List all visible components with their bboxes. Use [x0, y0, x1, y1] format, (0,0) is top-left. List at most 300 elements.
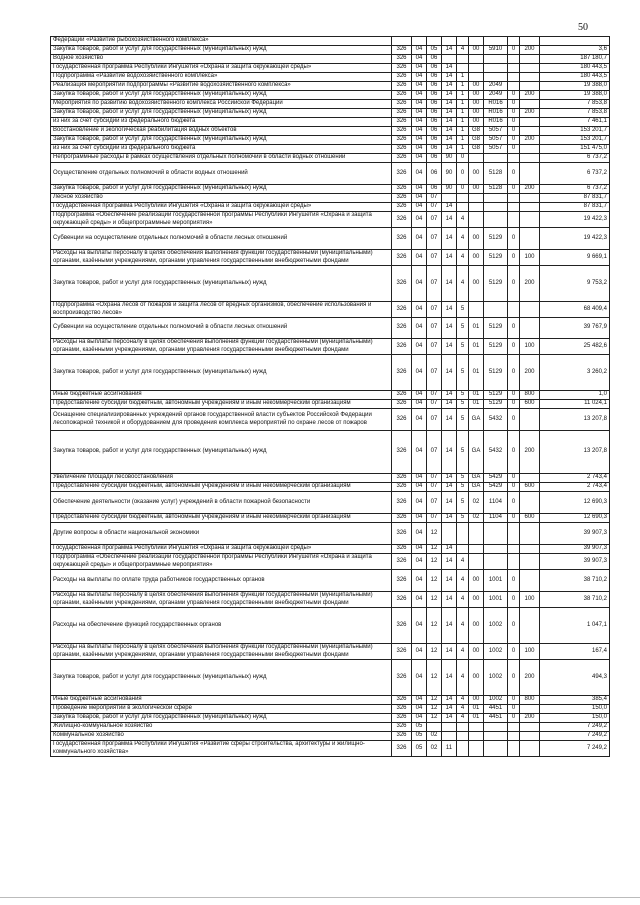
event-code [469, 732, 484, 741]
subprogram-code: 1 [457, 127, 469, 136]
row-amount: 7 853,8 [540, 100, 610, 109]
program-code [442, 55, 457, 64]
table-row [51, 194, 610, 203]
extra-code: 0 [508, 400, 520, 409]
program-code: 14 [442, 212, 457, 228]
row-name: Осуществление отдельных полномочий в области водных отношений [51, 163, 392, 185]
event-code: GA [469, 474, 484, 483]
event-code: 00 [469, 46, 484, 55]
direction-code: 2049 [484, 82, 508, 91]
subsection-code: 07 [427, 250, 442, 266]
extra-code: 0 [508, 474, 520, 483]
subsection-code: 07 [427, 431, 442, 474]
expense-type-code [520, 474, 540, 483]
expense-type-code: 200 [520, 266, 540, 302]
row-amount: 187 180,7 [540, 55, 610, 64]
subprogram-code: 5 [457, 339, 469, 355]
extra-code: 0 [508, 318, 520, 339]
subsection-code: 06 [427, 55, 442, 64]
section-code: 04 [412, 145, 427, 154]
subsection-code: 06 [427, 163, 442, 185]
row-amount: 39 907,3 [540, 554, 610, 570]
event-code: GA [469, 483, 484, 492]
table-row [51, 570, 610, 592]
subprogram-code [457, 55, 469, 64]
subsection-code: 12 [427, 554, 442, 570]
subsection-code: 12 [427, 608, 442, 644]
subsection-code: 06 [427, 91, 442, 100]
table-row [51, 339, 610, 355]
extra-code: 0 [508, 127, 520, 136]
ministry-code: 326 [392, 474, 412, 483]
direction-code [484, 741, 508, 757]
extra-code: 0 [508, 705, 520, 714]
section-code: 04 [412, 474, 427, 483]
event-code [469, 73, 484, 82]
expense-type-code: 100 [520, 644, 540, 660]
direction-code: 1002 [484, 660, 508, 696]
event-code [469, 302, 484, 318]
budget-table-body [51, 37, 610, 757]
table-row [51, 203, 610, 212]
extra-code [508, 64, 520, 73]
subsection-code: 06 [427, 127, 442, 136]
ministry-code: 326 [392, 514, 412, 523]
event-code [469, 55, 484, 64]
expense-type-code [520, 570, 540, 592]
expense-type-code [520, 37, 540, 46]
extra-code [508, 741, 520, 757]
row-amount: 87 831,7 [540, 203, 610, 212]
program-code [442, 723, 457, 732]
extra-code [508, 154, 520, 163]
expense-type-code [520, 145, 540, 154]
extra-code: 0 [508, 391, 520, 400]
expense-type-code [520, 163, 540, 185]
direction-code: 1002 [484, 644, 508, 660]
program-code: 14 [442, 266, 457, 302]
event-code: 00 [469, 608, 484, 644]
ministry-code: 326 [392, 73, 412, 82]
row-amount: 19 388,0 [540, 82, 610, 91]
subsection-code: 07 [427, 391, 442, 400]
extra-code [508, 554, 520, 570]
row-name: Федерации «Развитие рыбохозяйственного комплекса» [51, 37, 392, 46]
direction-code [484, 302, 508, 318]
extra-code: 0 [508, 100, 520, 109]
row-amount: 153 201,7 [540, 127, 610, 136]
subsection-code: 07 [427, 339, 442, 355]
subprogram-code: 4 [457, 608, 469, 644]
extra-code [508, 73, 520, 82]
event-code: 00 [469, 592, 484, 608]
row-name: Субвенции на осуществление отдельных полномочий в области лесных отношений [51, 228, 392, 250]
row-name: Закупка товаров, работ и услуг для государственных (муниципальных) нужд [51, 660, 392, 696]
event-code [469, 154, 484, 163]
row-amount: 6 737,2 [540, 185, 610, 194]
row-name: Расходы на выплаты персоналу в целях обеспечения выполнения функций государственными (муниципальными) органами, казёнными учреждениями, органами управления государственными внебюджетными фондами [51, 339, 392, 355]
subprogram-code: 4 [457, 228, 469, 250]
table-row [51, 714, 610, 723]
table-row [51, 228, 610, 250]
program-code: 14 [442, 355, 457, 391]
row-name: Иные бюджетные ассигнования [51, 696, 392, 705]
table-row [51, 391, 610, 400]
expense-type-code [520, 203, 540, 212]
ministry-code: 326 [392, 55, 412, 64]
section-code: 04 [412, 250, 427, 266]
table-row [51, 660, 610, 696]
section-code: 04 [412, 194, 427, 203]
subsection-code: 12 [427, 592, 442, 608]
subprogram-code: 1 [457, 145, 469, 154]
row-name: Расходы на выплаты по оплате труда работников государственных органов [51, 570, 392, 592]
subsection-code: 06 [427, 145, 442, 154]
event-code: G8 [469, 136, 484, 145]
ministry-code: 326 [392, 723, 412, 732]
table-row [51, 37, 610, 46]
ministry-code: 326 [392, 302, 412, 318]
event-code: 00 [469, 644, 484, 660]
ministry-code: 326 [392, 355, 412, 391]
row-name: Иные бюджетные ассигнования [51, 391, 392, 400]
subprogram-code [457, 741, 469, 757]
direction-code [484, 732, 508, 741]
event-code: 01 [469, 400, 484, 409]
section-code: 04 [412, 91, 427, 100]
expense-type-code: 200 [520, 355, 540, 391]
program-code: 14 [442, 64, 457, 73]
table-row [51, 145, 610, 154]
row-name: Расходы на выплаты персоналу в целях обеспечения выполнения функций государственными (муниципальными) органами, казёнными учреждениями, органами управления государственными внебюджетными фондами [51, 592, 392, 608]
section-code: 05 [412, 732, 427, 741]
row-amount: 180 443,5 [540, 73, 610, 82]
subprogram-code: 4 [457, 660, 469, 696]
direction-code: 5057 [484, 136, 508, 145]
table-row [51, 431, 610, 474]
table-row [51, 266, 610, 302]
event-code: 01 [469, 355, 484, 391]
subsection-code: 12 [427, 696, 442, 705]
event-code [469, 741, 484, 757]
row-amount: 7 249,2 [540, 732, 610, 741]
expense-type-code [520, 318, 540, 339]
event-code: 00 [469, 185, 484, 194]
section-code: 04 [412, 644, 427, 660]
subsection-code: 06 [427, 185, 442, 194]
expense-type-code: 100 [520, 250, 540, 266]
event-code [469, 723, 484, 732]
subprogram-code: 0 [457, 163, 469, 185]
expense-type-code: 200 [520, 91, 540, 100]
ministry-code: 326 [392, 163, 412, 185]
direction-code: 5057 [484, 145, 508, 154]
row-name: Предоставление субсидий бюджетным, автономным учреждениям и иным некоммерческим организациям [51, 514, 392, 523]
subsection-code: 07 [427, 483, 442, 492]
row-name: Оснащение специализированных учреждений органов государственной власти субъектов Российской Федерации лесопожарной техникой и оборудованием для проведения комплекса мероприятий по охране лесов от пожаров [51, 409, 392, 431]
row-name: Подпрограмма «Охрана лесов от пожаров и защита лесов от вредных организмов, обеспечение использования и воспроизводство лесов» [51, 302, 392, 318]
subsection-code: 06 [427, 100, 442, 109]
row-name: Расходы на выплаты персоналу в целях обеспечения выполнения функций государственными (муниципальными) органами, казёнными учреждениями, органами управления государственными внебюджетными фондами [51, 644, 392, 660]
subsection-code: 07 [427, 318, 442, 339]
table-row [51, 163, 610, 185]
program-code: 90 [442, 154, 457, 163]
table-row [51, 127, 610, 136]
extra-code [508, 203, 520, 212]
table-row [51, 302, 610, 318]
expense-type-code [520, 554, 540, 570]
event-code: 01 [469, 714, 484, 723]
row-name: Закупка товаров, работ и услуг для государственных (муниципальных) нужд [51, 266, 392, 302]
subprogram-code: 5 [457, 409, 469, 431]
expense-type-code [520, 741, 540, 757]
direction-code [484, 545, 508, 554]
event-code: 00 [469, 109, 484, 118]
subsection-code: 06 [427, 136, 442, 145]
table-row [51, 545, 610, 554]
subsection-code: 06 [427, 82, 442, 91]
section-code: 04 [412, 391, 427, 400]
extra-code [508, 55, 520, 64]
program-code: 14 [442, 705, 457, 714]
row-amount: 39 907,3 [540, 545, 610, 554]
direction-code: 5429 [484, 474, 508, 483]
ministry-code: 326 [392, 732, 412, 741]
section-code: 04 [412, 109, 427, 118]
ministry-code: 326 [392, 266, 412, 302]
direction-code: 5432 [484, 431, 508, 474]
direction-code: 4451 [484, 705, 508, 714]
event-code: 00 [469, 100, 484, 109]
extra-code: 0 [508, 592, 520, 608]
direction-code: 5129 [484, 228, 508, 250]
event-code: 00 [469, 91, 484, 100]
subprogram-code: 1 [457, 100, 469, 109]
program-code: 14 [442, 592, 457, 608]
expense-type-code [520, 73, 540, 82]
extra-code [508, 302, 520, 318]
table-row [51, 514, 610, 523]
ministry-code: 326 [392, 185, 412, 194]
program-code: 14 [442, 228, 457, 250]
row-name: Государственная программа Республики Ингушетия «Охрана и защита окружающей среды» [51, 545, 392, 554]
event-code: 00 [469, 118, 484, 127]
table-row [51, 400, 610, 409]
extra-code: 0 [508, 660, 520, 696]
row-amount: 7 249,2 [540, 741, 610, 757]
extra-code [508, 723, 520, 732]
event-code [469, 37, 484, 46]
extra-code: 0 [508, 185, 520, 194]
extra-code: 0 [508, 163, 520, 185]
ministry-code: 326 [392, 109, 412, 118]
extra-code: 0 [508, 355, 520, 391]
program-code: 14 [442, 400, 457, 409]
table-row [51, 492, 610, 514]
row-amount: 11 024,1 [540, 400, 610, 409]
row-name: Закупка товаров, работ и услуг для государственных (муниципальных) нужд [51, 109, 392, 118]
program-code: 14 [442, 391, 457, 400]
ministry-code: 326 [392, 741, 412, 757]
expense-type-code: 200 [520, 109, 540, 118]
subprogram-code [457, 203, 469, 212]
subprogram-code: 5 [457, 318, 469, 339]
row-name: Проведение мероприятий в экологической сфере [51, 705, 392, 714]
subsection-code: 12 [427, 644, 442, 660]
row-name: Жилищно-коммунальное хозяйство [51, 723, 392, 732]
row-name: из них за счет субсидии из федерального бюджета [51, 145, 392, 154]
row-amount: 39 767,9 [540, 318, 610, 339]
section-code: 04 [412, 154, 427, 163]
direction-code: R016 [484, 118, 508, 127]
subprogram-code: 4 [457, 705, 469, 714]
direction-code: 5129 [484, 318, 508, 339]
program-code [442, 194, 457, 203]
row-name: Коммунальное хозяйство [51, 732, 392, 741]
event-code: 00 [469, 660, 484, 696]
ministry-code: 326 [392, 714, 412, 723]
extra-code: 0 [508, 714, 520, 723]
extra-code: 0 [508, 431, 520, 474]
expense-type-code [520, 127, 540, 136]
program-code: 14 [442, 339, 457, 355]
ministry-code: 326 [392, 483, 412, 492]
row-name: Лесное хозяйство [51, 194, 392, 203]
subsection-code [427, 37, 442, 46]
row-name: Закупка товаров, работ и услуг для государственных (муниципальных) нужд [51, 714, 392, 723]
extra-code: 0 [508, 91, 520, 100]
expense-type-code [520, 228, 540, 250]
row-amount: 180 443,5 [540, 64, 610, 73]
subprogram-code: 5 [457, 514, 469, 523]
direction-code: 1104 [484, 492, 508, 514]
extra-code [508, 37, 520, 46]
direction-code [484, 212, 508, 228]
direction-code: R016 [484, 100, 508, 109]
table-row [51, 64, 610, 73]
subprogram-code: 5 [457, 391, 469, 400]
direction-code [484, 55, 508, 64]
row-amount: 494,3 [540, 660, 610, 696]
row-amount: 13 207,8 [540, 431, 610, 474]
table-row [51, 696, 610, 705]
ministry-code: 326 [392, 570, 412, 592]
row-amount: 38 710,2 [540, 592, 610, 608]
row-amount: 12 690,3 [540, 514, 610, 523]
ministry-code: 326 [392, 409, 412, 431]
section-code: 04 [412, 203, 427, 212]
program-code: 14 [442, 136, 457, 145]
direction-code: 5129 [484, 266, 508, 302]
expense-type-code [520, 545, 540, 554]
row-amount: 7 461,1 [540, 118, 610, 127]
direction-code: 5129 [484, 250, 508, 266]
direction-code: 5429 [484, 483, 508, 492]
event-code: 02 [469, 514, 484, 523]
subprogram-code: 5 [457, 302, 469, 318]
ministry-code: 326 [392, 608, 412, 644]
direction-code [484, 194, 508, 203]
expense-type-code [520, 409, 540, 431]
row-name: Закупка товаров, работ и услуг для государственных (муниципальных) нужд [51, 46, 392, 55]
table-row [51, 100, 610, 109]
program-code [442, 732, 457, 741]
program-code: 14 [442, 73, 457, 82]
extra-code [508, 82, 520, 91]
expense-type-code: 200 [520, 431, 540, 474]
subprogram-code: 5 [457, 492, 469, 514]
event-code: 02 [469, 492, 484, 514]
subsection-code: 07 [427, 400, 442, 409]
program-code: 11 [442, 741, 457, 757]
row-name: Государственная программа Республики Ингушетия «Развитие сферы строительства, архитектуры и жилищно-коммунального хозяйства» [51, 741, 392, 757]
subsection-code: 07 [427, 492, 442, 514]
program-code: 14 [442, 660, 457, 696]
subprogram-code: 4 [457, 644, 469, 660]
row-amount: 19 422,3 [540, 228, 610, 250]
section-code: 04 [412, 400, 427, 409]
table-row [51, 91, 610, 100]
subprogram-code: 4 [457, 554, 469, 570]
table-row [51, 185, 610, 194]
expense-type-code: 200 [520, 714, 540, 723]
event-code: 00 [469, 228, 484, 250]
extra-code [508, 523, 520, 545]
event-code: G8 [469, 127, 484, 136]
section-code [412, 37, 427, 46]
program-code: 14 [442, 644, 457, 660]
program-code: 14 [442, 554, 457, 570]
extra-code: 0 [508, 118, 520, 127]
expense-type-code: 600 [520, 514, 540, 523]
row-amount: 6 737,2 [540, 154, 610, 163]
ministry-code: 326 [392, 203, 412, 212]
program-code: 14 [442, 431, 457, 474]
subprogram-code: 4 [457, 212, 469, 228]
row-name: Закупка товаров, работ и услуг для государственных (муниципальных) нужд [51, 136, 392, 145]
ministry-code: 326 [392, 118, 412, 127]
expense-type-code [520, 302, 540, 318]
event-code: 01 [469, 339, 484, 355]
subsection-code: 07 [427, 355, 442, 391]
event-code [469, 64, 484, 73]
section-code: 04 [412, 55, 427, 64]
row-amount: 150,0 [540, 714, 610, 723]
event-code: 00 [469, 570, 484, 592]
event-code [469, 212, 484, 228]
direction-code: 1001 [484, 592, 508, 608]
section-code: 04 [412, 592, 427, 608]
expense-type-code: 600 [520, 483, 540, 492]
section-code: 04 [412, 355, 427, 391]
subsection-code: 07 [427, 203, 442, 212]
expense-type-code [520, 64, 540, 73]
subprogram-code [457, 194, 469, 203]
ministry-code: 326 [392, 400, 412, 409]
section-code: 04 [412, 660, 427, 696]
subsection-code: 12 [427, 660, 442, 696]
direction-code: 2049 [484, 91, 508, 100]
subsection-code: 07 [427, 228, 442, 250]
table-row [51, 554, 610, 570]
row-name: Закупка товаров, работ и услуг для государственных (муниципальных) нужд [51, 185, 392, 194]
event-code: GA [469, 409, 484, 431]
subprogram-code: 1 [457, 136, 469, 145]
subsection-code: 05 [427, 46, 442, 55]
extra-code: 0 [508, 409, 520, 431]
expense-type-code [520, 705, 540, 714]
expense-type-code: 800 [520, 391, 540, 400]
